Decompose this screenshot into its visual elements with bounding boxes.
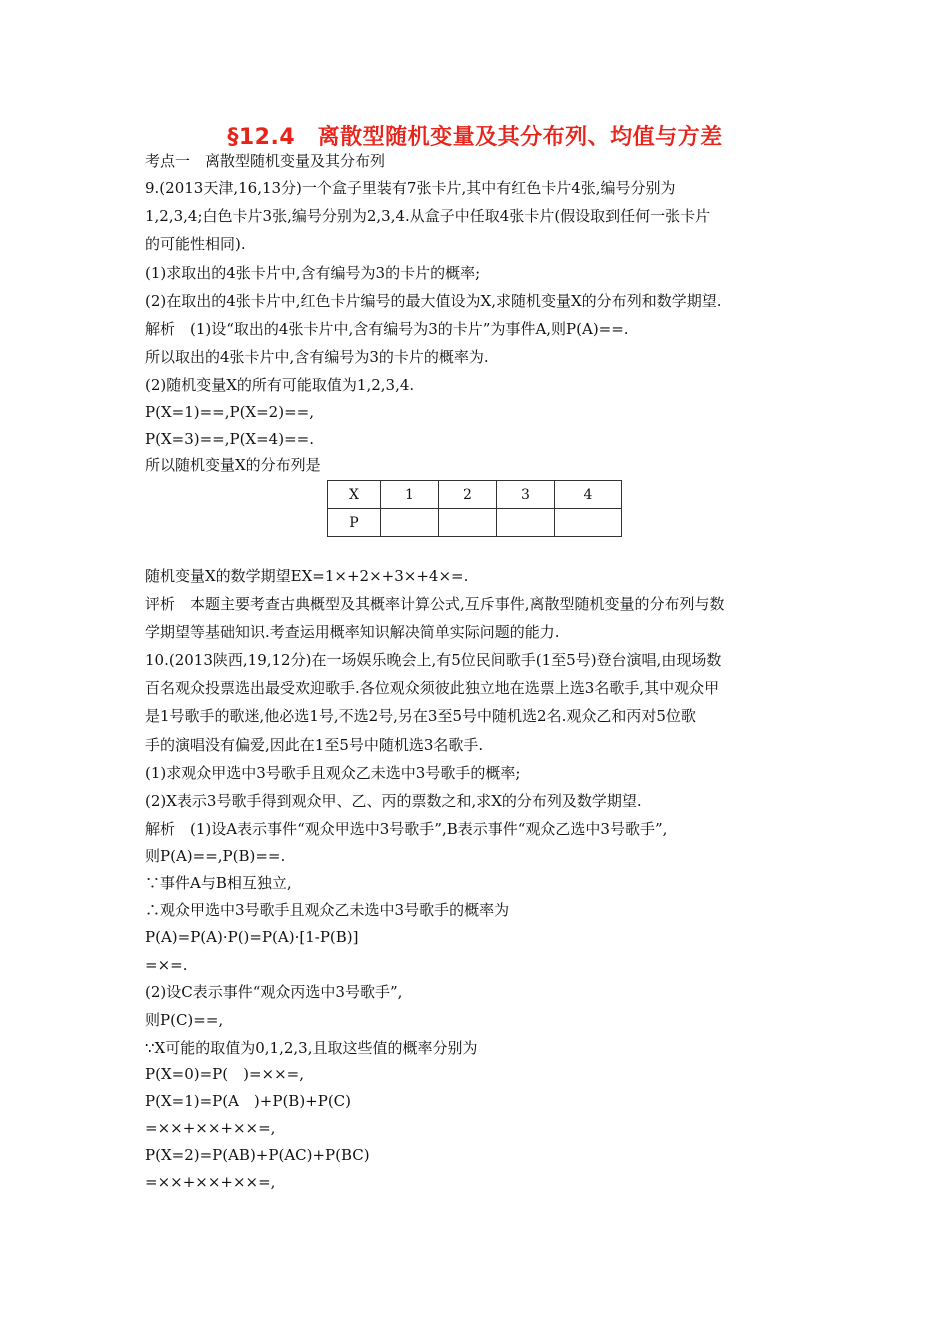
text-line: 解析 (1)设“取出的4张卡片中,含有编号为3的卡片”为事件A,则P(A)==. xyxy=(145,320,629,338)
text-line: (2)在取出的4张卡片中,红色卡片编号的最大值设为X,求随机变量X的分布列和数学期望. xyxy=(145,292,722,310)
text-line: (1)求取出的4张卡片中,含有编号为3的卡片的概率; xyxy=(145,264,481,282)
text-line: ∴观众甲选中3号歌手且观众乙未选中3号歌手的概率为 xyxy=(145,901,510,919)
distribution-table xyxy=(327,480,622,537)
text-line: =××+××+××=, xyxy=(145,1119,276,1137)
text-line: 的可能性相同). xyxy=(145,235,246,253)
text-line: 评析 本题主要考查古典概型及其概率计算公式,互斥事件,离散型随机变量的分布列与数 xyxy=(145,595,725,613)
text-line: (2)X表示3号歌手得到观众甲、乙、丙的票数之和,求X的分布列及数学期望. xyxy=(145,792,642,810)
text-line: ∵事件A与B相互独立, xyxy=(145,874,292,892)
table-cell: 1 xyxy=(381,481,439,509)
text-line: P(X=0)=P( )=××=, xyxy=(145,1065,304,1083)
table-row xyxy=(328,481,622,509)
table-row xyxy=(328,509,622,537)
text-line: P(A)=P(A)·P()=P(A)·[1-P(B)] xyxy=(145,928,359,946)
text-line: =××+××+××=, xyxy=(145,1173,276,1191)
table-cell: 2 xyxy=(439,481,497,509)
table-cell: 4 xyxy=(555,481,622,509)
section-title: §12.4 离散型随机变量及其分布列、均值与方差 xyxy=(227,125,723,150)
text-line: (2)随机变量X的所有可能取值为1,2,3,4. xyxy=(145,376,415,394)
text-line: 所以随机变量X的分布列是 xyxy=(145,456,321,474)
text-line: P(X=3)==,P(X=4)==. xyxy=(145,430,314,448)
text-line: 1,2,3,4;白色卡片3张,编号分别为2,3,4.从盒子中任取4张卡片(假设取到任何一张卡片 xyxy=(145,207,711,225)
table-cell: 3 xyxy=(497,481,555,509)
text-line: ∵X可能的取值为0,1,2,3,且取这些值的概率分别为 xyxy=(145,1039,478,1057)
text-line: P(X=2)=P(AB)+P(AC)+P(BC) xyxy=(145,1146,370,1164)
table-cell xyxy=(381,509,439,537)
text-line: 考点一 离散型随机变量及其分布列 xyxy=(145,152,386,170)
text-line: 是1号歌手的歌迷,他必选1号,不选2号,另在3至5号中随机选2名.观众乙和丙对5位歌 xyxy=(145,707,696,725)
text-line: 10.(2013陕西,19,12分)在一场娱乐晚会上,有5位民间歌手(1至5号)登台演唱,由现场数 xyxy=(145,651,722,669)
text-line: (2)设C表示事件“观众丙选中3号歌手”, xyxy=(145,983,403,1001)
table-cell: P xyxy=(328,509,381,537)
text-line: 则P(C)==, xyxy=(145,1011,224,1029)
text-line: 9.(2013天津,16,13分)一个盒子里装有7张卡片,其中有红色卡片4张,编号分别为 xyxy=(145,179,676,197)
text-line: 随机变量X的数学期望EX=1×+2×+3×+4×=. xyxy=(145,567,469,585)
text-line: 解析 (1)设A表示事件“观众甲选中3号歌手”,B表示事件“观众乙选中3号歌手”, xyxy=(145,820,668,838)
table-cell xyxy=(439,509,497,537)
text-line: (1)求观众甲选中3号歌手且观众乙未选中3号歌手的概率; xyxy=(145,764,521,782)
text-line: 所以取出的4张卡片中,含有编号为3的卡片的概率为. xyxy=(145,348,489,366)
text-line: 则P(A)==,P(B)==. xyxy=(145,847,286,865)
table-cell: X xyxy=(328,481,381,509)
table-cell xyxy=(555,509,622,537)
text-line: 学期望等基础知识.考查运用概率知识解决简单实际问题的能力. xyxy=(145,623,560,641)
text-line: 手的演唱没有偏爱,因此在1至5号中随机选3名歌手. xyxy=(145,736,484,754)
table-cell xyxy=(497,509,555,537)
text-line: =×=. xyxy=(145,956,188,974)
text-line: 百名观众投票选出最受欢迎歌手.各位观众须彼此独立地在选票上选3名歌手,其中观众甲 xyxy=(145,679,720,697)
text-line: P(X=1)=P(A )+P(B)+P(C) xyxy=(145,1092,352,1110)
text-line: P(X=1)==,P(X=2)==, xyxy=(145,403,314,421)
